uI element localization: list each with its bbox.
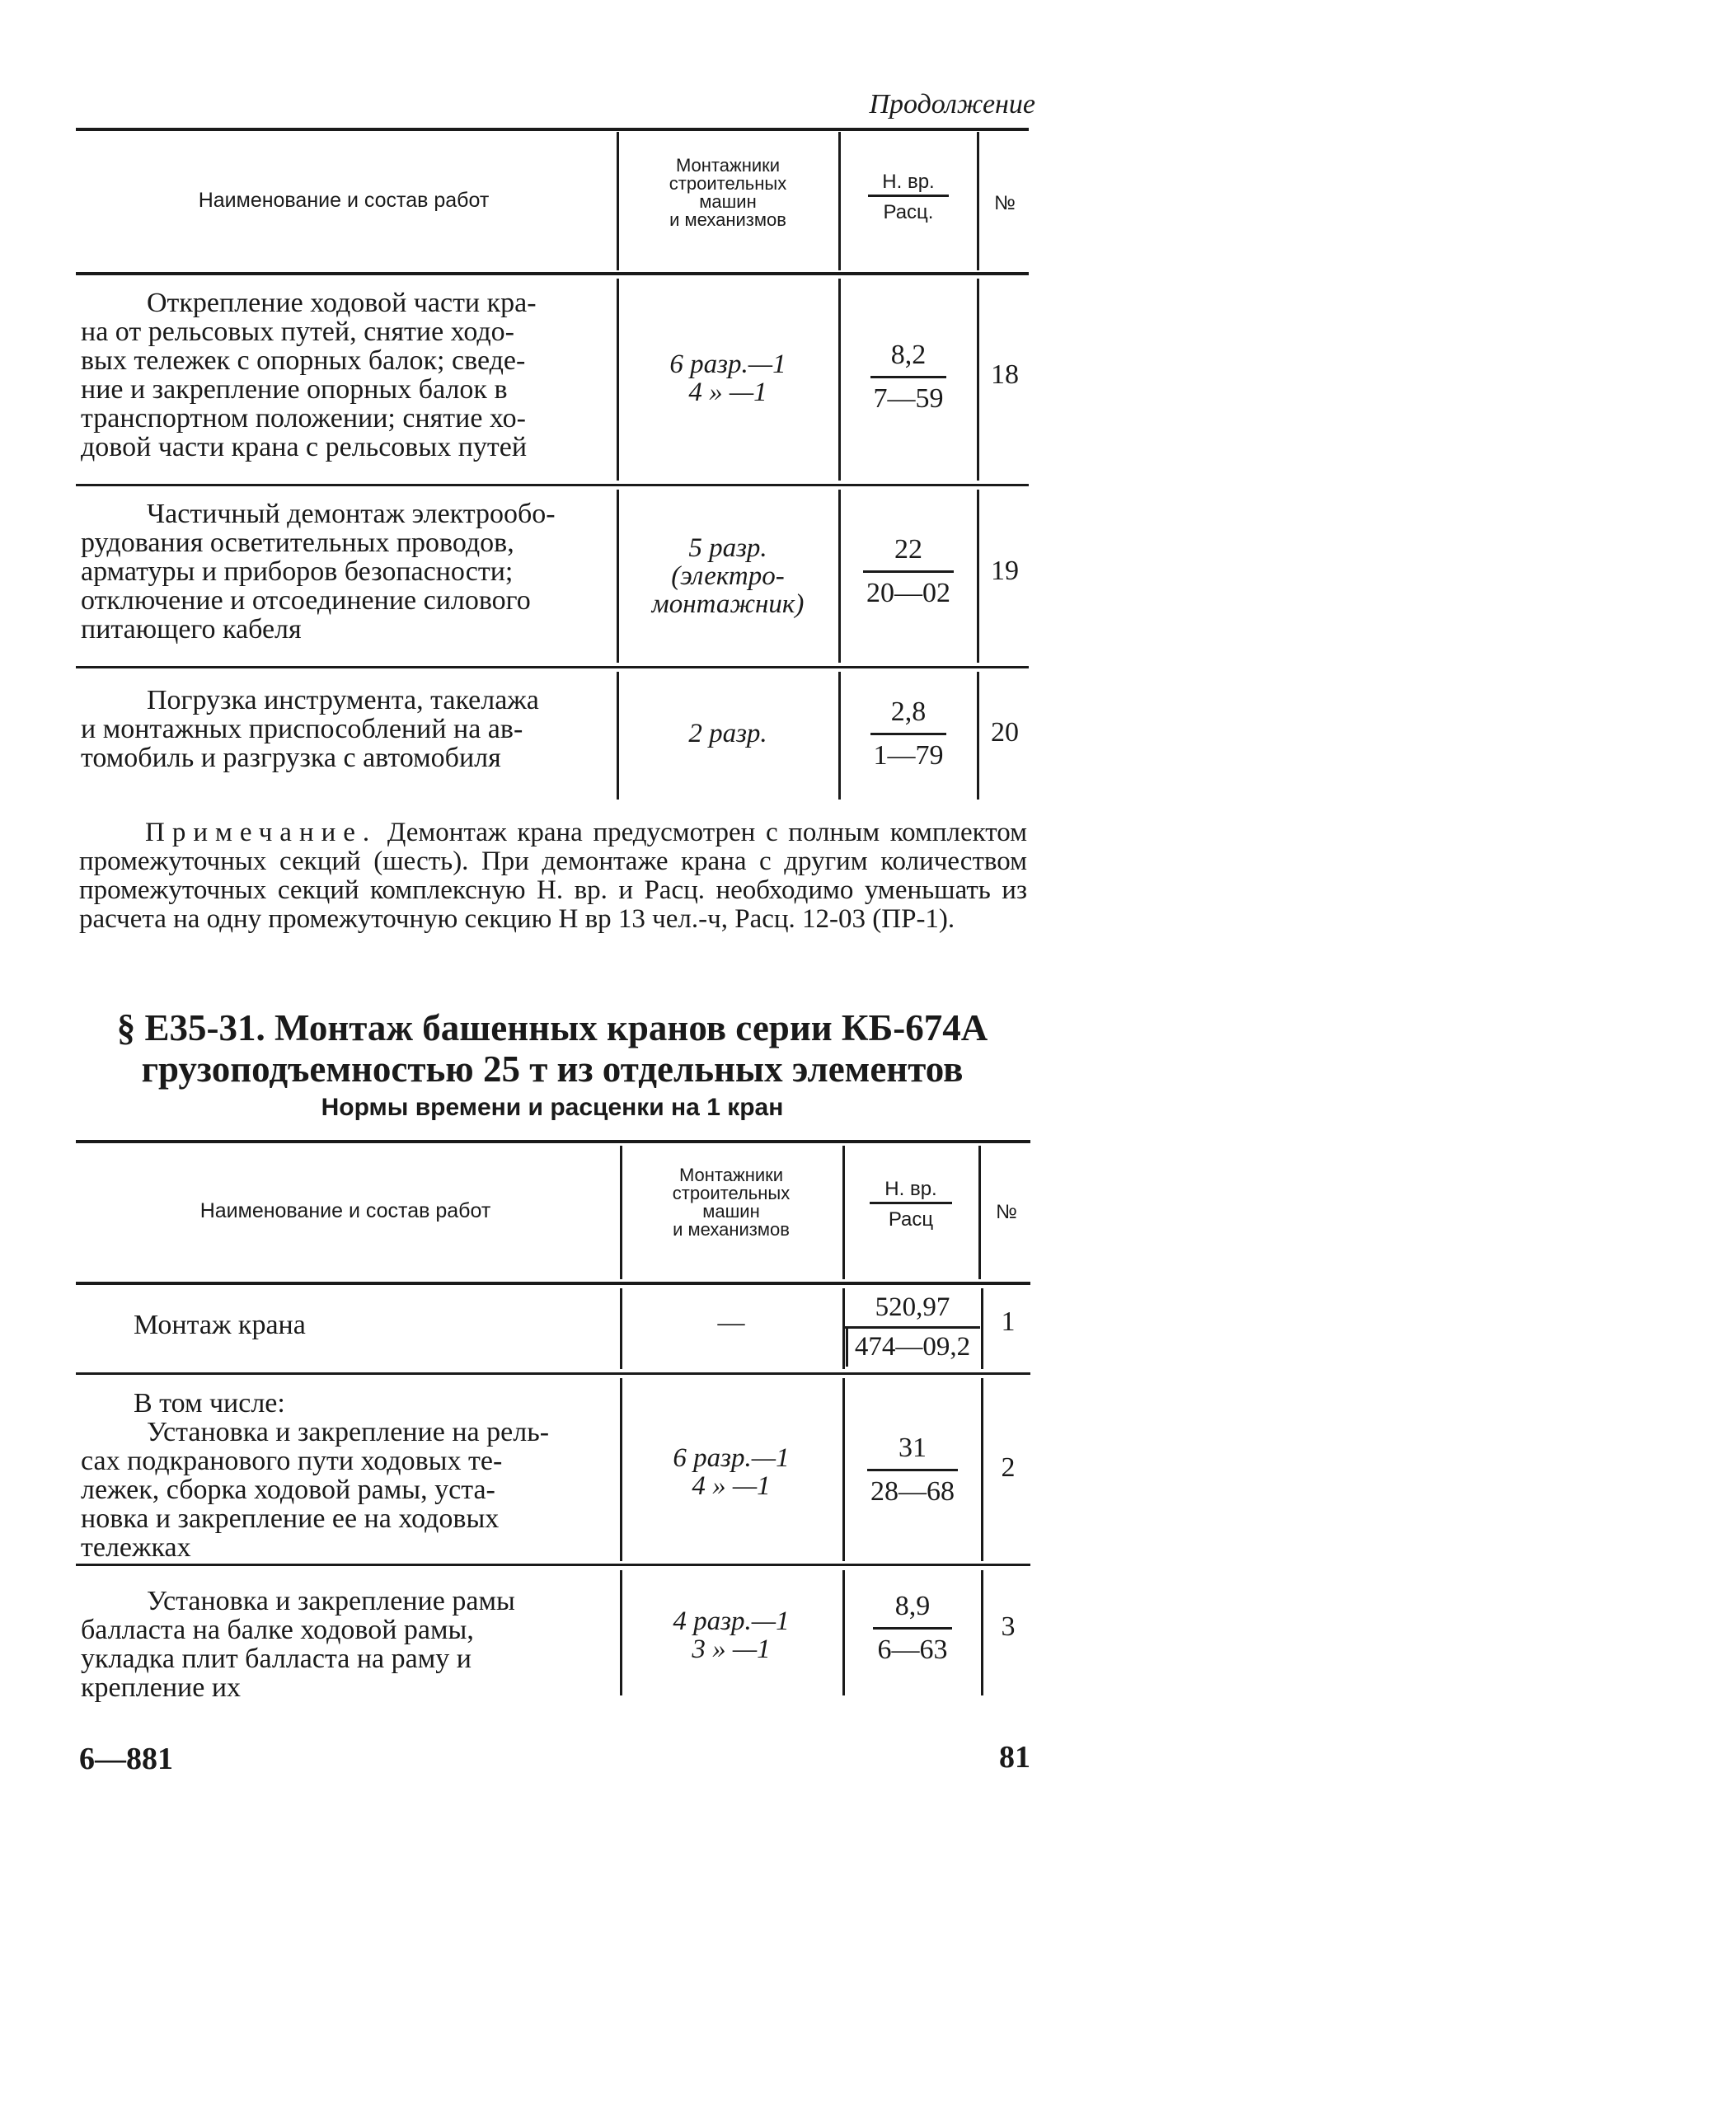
table-2-col-rule — [978, 1146, 981, 1279]
table-1-col-rule — [617, 279, 619, 481]
crew-line: — — [717, 1308, 745, 1338]
note-label: Примечание. — [145, 818, 378, 847]
header-crew-line: строительных — [669, 173, 787, 194]
table-2-col-rule — [981, 1378, 983, 1561]
table-2-row-2-norm — [846, 1433, 979, 1508]
note — [79, 818, 1027, 934]
section-title-line: грузоподъемностью 25 т из отдельных элементов — [141, 1048, 964, 1090]
desc-line: Открепление ходовой части кра- — [147, 288, 537, 318]
table-1-row-20-no: 20 — [991, 717, 1019, 748]
table-1-row-19-no: 19 — [991, 556, 1019, 586]
table-1-row-19-crew — [620, 534, 836, 618]
section-title-line: § Е35-31. Монтаж башенных кранов серии КБ-674А — [116, 1007, 988, 1048]
crew-line: 4 » —1 — [688, 378, 767, 407]
crew-line: (электро- — [671, 561, 785, 591]
table-2-row-3-desc — [81, 1587, 595, 1702]
header-norm-top: Н. вр. — [882, 171, 935, 193]
table-1-row-18-no: 18 — [991, 359, 1019, 390]
table-2-col-rule — [620, 1378, 622, 1561]
desc-line: сах подкранового пути ходовых те- — [81, 1446, 503, 1476]
section-subtitle: Нормы времени и расценки на 1 кран — [321, 1094, 784, 1121]
table-1-col-rule — [838, 132, 841, 270]
crew-line: 4 разр.—1 — [673, 1606, 790, 1636]
crew-line: 6 разр.—1 — [669, 349, 786, 379]
table-1-header-norm — [842, 173, 974, 222]
rate: 7—59 — [873, 383, 944, 414]
desc-line: томобиль и разгрузка с автомобиля — [81, 743, 501, 773]
rate: 1—79 — [873, 740, 944, 771]
norm-time: 8,2 — [890, 340, 927, 370]
table-2-col-rule — [981, 1570, 983, 1695]
norm-time: 31 — [898, 1433, 927, 1463]
header-crew-line: машин — [699, 191, 757, 212]
fraction-bar — [870, 376, 946, 378]
fraction-bar — [863, 570, 954, 573]
table-1-row-19-desc — [81, 499, 590, 644]
desc-line: Установка и закрепление рамы — [147, 1586, 515, 1616]
desc-line: рудования осветительных проводов, — [81, 528, 514, 558]
header-crew-line: машин — [702, 1201, 760, 1222]
norm-time: 520,97 — [875, 1292, 950, 1322]
fraction-bar — [873, 1627, 952, 1630]
rate: 28—68 — [870, 1476, 955, 1507]
fraction-bar — [845, 1326, 980, 1329]
table-1-header-crew — [620, 157, 836, 229]
table-2-col-rule — [842, 1570, 845, 1695]
table-2-col-rule — [842, 1146, 845, 1279]
note-text: Демонтаж крана предусмотрен с полным комплектом промежуточных секций (шесть). При демонтаже крана с другим количеством промежуточных секций комплексную Н. вр. и Расц. необходимо уменьшать из расчета на одну промежуточную секцию Н вр 13 чел.-ч, Расц. 12-03 (ПР-1). — [79, 818, 1028, 934]
table-1-col-rule — [617, 490, 619, 663]
header-crew-line: Монтажники — [678, 1165, 784, 1185]
desc-line: ние и закрепление опорных балок в — [81, 374, 508, 405]
desc-line: транспортном положении; снятие хо- — [81, 403, 526, 434]
table-2-row-1-norm — [844, 1292, 981, 1362]
continuation-label: Продолжение — [869, 89, 1035, 120]
header-crew-line: Монтажники — [675, 155, 781, 176]
boxed-total-left — [846, 1327, 848, 1367]
table-2-row-1-crew — [623, 1309, 839, 1337]
table-1-col-rule — [838, 490, 841, 663]
desc-line: новка и закрепление ее на ходовых — [81, 1503, 500, 1534]
table-2-col-rule — [620, 1146, 622, 1279]
header-crew-line: и механизмов — [669, 209, 786, 230]
table-2-header-name: Наименование и состав работ — [199, 1199, 491, 1222]
table-1-header-name: Наименование и состав работ — [198, 189, 490, 212]
crew-line: 6 разр.—1 — [673, 1443, 790, 1473]
desc-line: тележках — [81, 1532, 191, 1563]
desc-line: на от рельсовых путей, снятие ходо- — [81, 317, 515, 347]
footer-signature: 6—881 — [79, 1742, 173, 1776]
table-1-row-18-desc — [81, 288, 590, 462]
section-title — [66, 1007, 1039, 1090]
table-1-row-rule — [76, 666, 1029, 668]
table-2-row-3-norm — [846, 1591, 979, 1666]
desc-line: крепление их — [81, 1672, 242, 1703]
header-crew-line: и механизмов — [673, 1219, 790, 1240]
desc-line: довой части крана с рельсовых путей — [81, 432, 528, 462]
rate: 20—02 — [866, 578, 950, 608]
desc-line: Погрузка инструмента, такелажа — [147, 685, 539, 715]
crew-line: монтажник) — [651, 589, 805, 619]
norm-time: 2,8 — [890, 696, 927, 727]
table-1-row-20-desc — [81, 686, 590, 772]
table-1-row-18-crew — [620, 350, 836, 406]
table-1-col-rule — [977, 672, 979, 800]
desc-line: Установка и закрепление на рель- — [147, 1417, 550, 1447]
table-2-header-norm — [846, 1180, 976, 1229]
table-1-col-rule — [977, 490, 979, 663]
table-2-col-rule — [620, 1570, 622, 1695]
table-2-row-3-no: 3 — [1001, 1611, 1016, 1642]
header-norm-top: Н. вр. — [884, 1178, 937, 1200]
table-2-header-no: № — [996, 1201, 1017, 1223]
fraction-bar — [868, 195, 949, 197]
norm-time: 8,9 — [894, 1591, 931, 1621]
desc-line: отключение и отсоединение силового — [81, 585, 531, 616]
table-2-row-1-desc — [134, 1311, 595, 1339]
table-2-col-rule — [620, 1288, 622, 1369]
table-1-header-no: № — [994, 192, 1016, 214]
table-2-col-rule — [981, 1288, 983, 1369]
norm-time: 22 — [894, 534, 922, 565]
table-1-col-rule — [617, 672, 619, 800]
table-1-col-rule — [977, 132, 979, 270]
desc-line: балласта на балке ходовой рамы, — [81, 1615, 474, 1645]
desc-line: вых тележек с опорных балок; сведе- — [81, 345, 526, 376]
table-2-row-2-no: 2 — [1001, 1452, 1016, 1483]
table-1-col-rule — [838, 672, 841, 800]
fraction-bar — [870, 1202, 952, 1204]
desc-line: арматуры и приборов безопасности; — [81, 556, 514, 587]
crew-line: 2 разр. — [688, 719, 767, 748]
desc-line: Частичный демонтаж электрообо- — [147, 499, 556, 529]
table-1-col-rule — [977, 279, 979, 481]
table-2-row-2-heading — [134, 1389, 595, 1418]
table-1-row-19-norm — [842, 534, 974, 609]
rate: 474—09,2 — [854, 1332, 971, 1362]
desc-line: укладка плит балласта на раму и — [81, 1644, 472, 1674]
crew-line: 3 » —1 — [692, 1634, 771, 1664]
table-1-row-20-norm — [842, 696, 974, 771]
table-1-row-20-crew — [620, 720, 836, 748]
fraction-bar — [867, 1469, 958, 1471]
fraction-bar — [870, 733, 946, 735]
header-norm-bottom: Расц. — [883, 201, 934, 223]
table-1-header-rule — [76, 272, 1029, 275]
table-2-row-rule — [76, 1372, 1030, 1375]
table-1-col-rule — [838, 279, 841, 481]
desc-line: питающего кабеля — [81, 614, 302, 645]
table-2-header-crew — [623, 1166, 839, 1239]
table-2-top-rule — [76, 1140, 1030, 1143]
table-2-row-2-crew — [623, 1444, 839, 1500]
crew-line: 5 разр. — [688, 533, 767, 563]
table-2-row-3-crew — [623, 1607, 839, 1663]
table-2-row-2-desc — [81, 1418, 595, 1562]
crew-line: 4 » —1 — [692, 1471, 771, 1501]
header-crew-line: строительных — [672, 1183, 791, 1203]
table-2-col-rule — [842, 1378, 845, 1561]
header-norm-bottom: Расц — [888, 1208, 934, 1231]
desc-line: В том числе: — [134, 1388, 285, 1419]
table-1-row-rule — [76, 484, 1029, 486]
table-2-row-rule — [76, 1564, 1030, 1566]
page-number: 81 — [999, 1740, 1030, 1775]
table-1-top-rule — [76, 128, 1029, 131]
table-1-col-rule — [617, 132, 619, 270]
table-2-row-1-no: 1 — [1001, 1306, 1016, 1337]
table-2-header-rule — [76, 1282, 1030, 1285]
desc-line: Монтаж крана — [134, 1310, 306, 1340]
table-1-row-18-norm — [842, 340, 974, 415]
desc-line: и монтажных приспособлений на ав- — [81, 714, 523, 744]
desc-line: лежек, сборка ходовой рамы, уста- — [81, 1475, 495, 1505]
rate: 6—63 — [877, 1634, 948, 1665]
